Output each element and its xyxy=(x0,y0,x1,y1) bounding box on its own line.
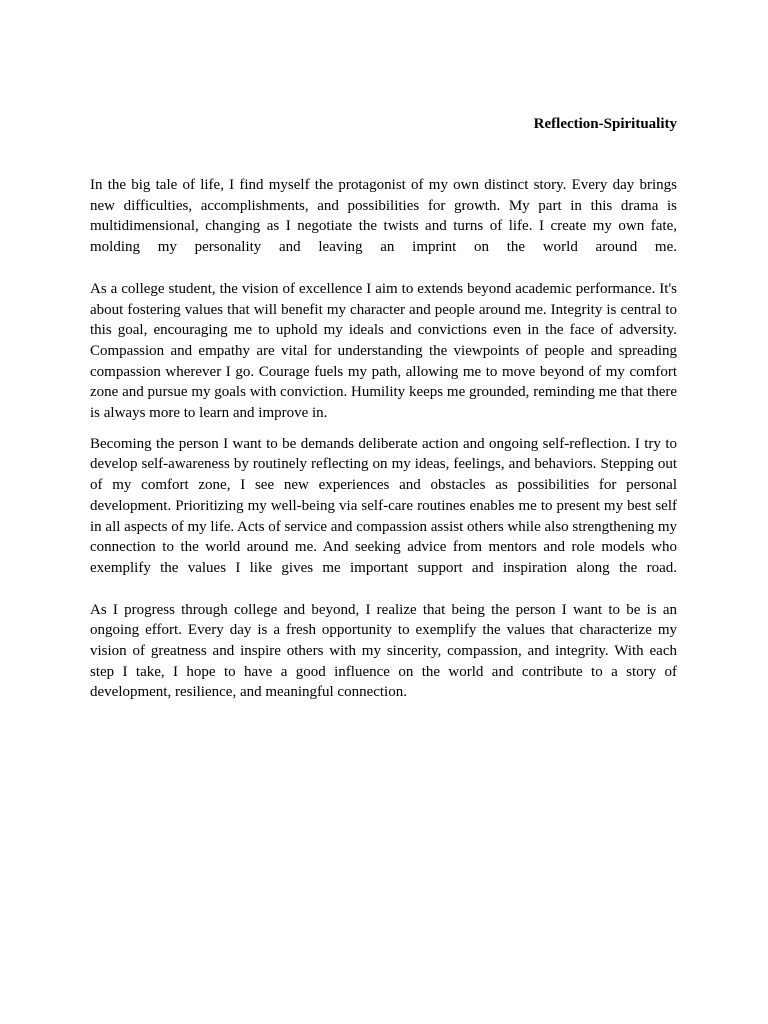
paragraph-3: Becoming the person I want to be demands deliberate action and ongoing self-reflection. I try to develop self-awareness by routinely reflecting on my ideas, feelings, and behaviors. Stepping out of my comfort zone, I see new experiences and obstacles as possibilities for personal development. Prioritizing my well-being via self-care routines enables me to present my best self in all aspects of my life. Acts of service and compassion assist others while also strengthening my connection to the world around me. And seeking advice from mentors and role models who exemplify the values I like gives me important support and inspiration along the road. xyxy=(90,435,677,576)
paragraph-1: In the big tale of life, I find myself the protagonist of my own distinct story. Every day brings new difficulties, accomplishments, and possibilities for growth. My part in this drama is multidimensional, changing as I negotiate the twists and turns of life. I create my own fate, molding my personality and leaving an imprint on the world around me. xyxy=(90,177,677,256)
document-title: Reflection-Spirituality xyxy=(533,116,677,132)
document-body xyxy=(90,175,677,703)
paragraph-4: As I progress through college and beyond, I realize that being the person I want to be is an ongoing effort. Every day is a fresh opportunity to exemplify the values that characterize my vision of greatness and inspire others with my sincerity, compassion, and integrity. With each step I take, I hope to have a good influence on the world and contribute to a story of development, resilience, and meaningful connection. xyxy=(90,601,677,701)
paragraph-2: As a college student, the vision of excellence I aim to extends beyond academic performance. It's about fostering values that will benefit my character and people around me. Integrity is central to this goal, encouraging me to uphold my ideals and convictions even in the face of adversity. Compassion and empathy are vital for understanding the viewpoints of people and spreading compassion wherever I go. Courage fuels my path, allowing me to move beyond of my comfort zone and pursue my goals with conviction. Humility keeps me grounded, reminding me that there is always more to learn and improve in. xyxy=(90,280,677,422)
